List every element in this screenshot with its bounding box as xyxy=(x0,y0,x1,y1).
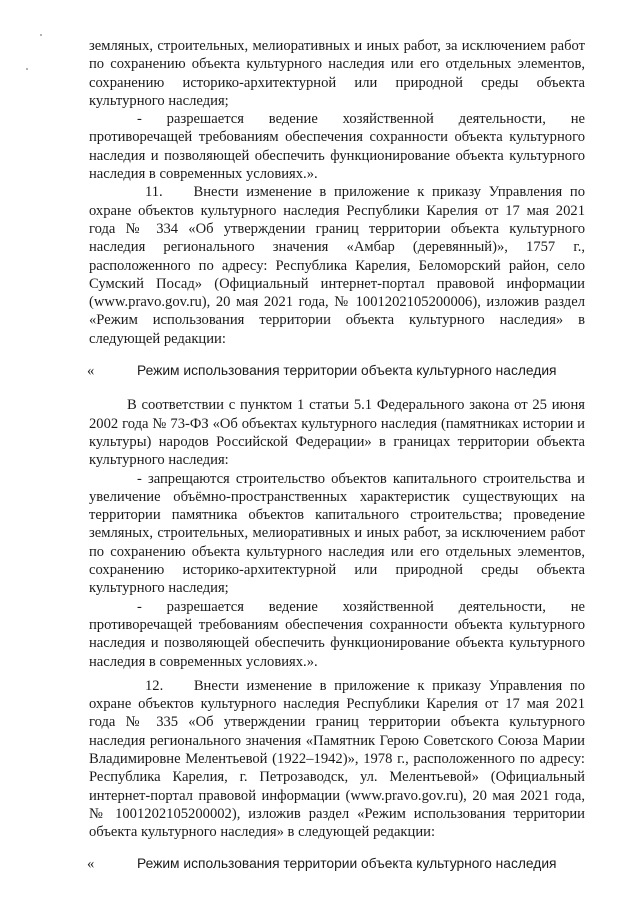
paragraph-prohibitions: - запрещаются строительство объектов капитального строительства и увеличение объёмно-пространственных характеристик существующих на территории памятника объектов капитального строительства; проведение земляных, строительных, мелиоративных и иных работ, за исключением работ по сохранению объекта культурного наследия или его отдельных элементов, сохранению историко-архитектурной или природной среды объекта культурного наследия; xyxy=(89,470,585,597)
section-heading-text: Режим использования территории объекта культурного наследия xyxy=(137,856,557,872)
section-heading-1 xyxy=(87,362,585,380)
scan-speck xyxy=(26,68,28,70)
paragraph-permitted-activity: - разрешается ведение хозяйственной деятельности, не противоречащей требованиям обеспечения сохранности объекта культурного наследия и позволяющей обеспечить функционирование объекта культурного наследия в современных условиях.». xyxy=(89,598,585,670)
scan-speck xyxy=(40,34,42,36)
paragraph-permitted-activity: - разрешается ведение хозяйственной деятельности, не противоречащей требованиям обеспечения сохранности объекта культурного наследия и позволяющей обеспечить функционирование объекта культурного наследия в современных условиях.». xyxy=(89,111,585,183)
paragraph-legal-basis: В соответствии с пунктом 1 статьи 5.1 Федерального закона от 25 июня 2002 года № 73-ФЗ «Об объектах культурного наследия (памятниках истории и культуры) народов Российской Федерации» в границах территории объекта культурного наследия: xyxy=(89,397,585,469)
paragraph-item-12: 12. Внести изменение в приложение к приказу Управления по охране объектов культурного наследия Республики Карелия от 17 мая 2021 года № 335 «Об утверждении границ территории объекта культурного наследия регионального значения «Памятник Герою Советского Союза Марии Владимировне Мелентьевой (1922–1942)», 1978 г., расположенного по адресу: Республика Карелия, г. Петрозаводск, ул. Мелентьевой» (Официальный интернет-портал правовой информации (www.pravo.gov.ru), 20 мая 2021 года, № 1001202105200002), изложив раздел «Режим использования территории объекта культурного наследия» в следующей редакции: xyxy=(89,677,585,841)
document-body xyxy=(89,37,585,890)
paragraph-item-11: 11. Внести изменение в приложение к приказу Управления по охране объектов культурного наследия Республики Карелия от 17 мая 2021 года № 334 «Об утверждении границ территории объекта культурного наследия регионального значения «Амбар (деревянный)», 1757 г., расположенного по адресу: Республика Карелия, Беломорский район, село Сумский Посад» (Официальный интернет-портал правовой информации (www.pravo.gov.ru), 20 мая 2021 года, № 1001202105200006), изложив раздел «Режим использования территории объекта культурного наследия» в следующей редакции: xyxy=(89,184,585,347)
section-heading-2 xyxy=(87,855,585,873)
opening-quote: « xyxy=(87,856,95,873)
opening-quote: « xyxy=(87,363,95,380)
paragraph-continued: земляных, строительных, мелиоративных и иных работ, за исключением работ по сохранению объекта культурного наследия или его отдельных элементов, сохранению историко-архитектурной или природной среды объекта культурного наследия; xyxy=(89,38,585,109)
section-heading-text: Режим использования территории объекта культурного наследия xyxy=(137,363,557,379)
